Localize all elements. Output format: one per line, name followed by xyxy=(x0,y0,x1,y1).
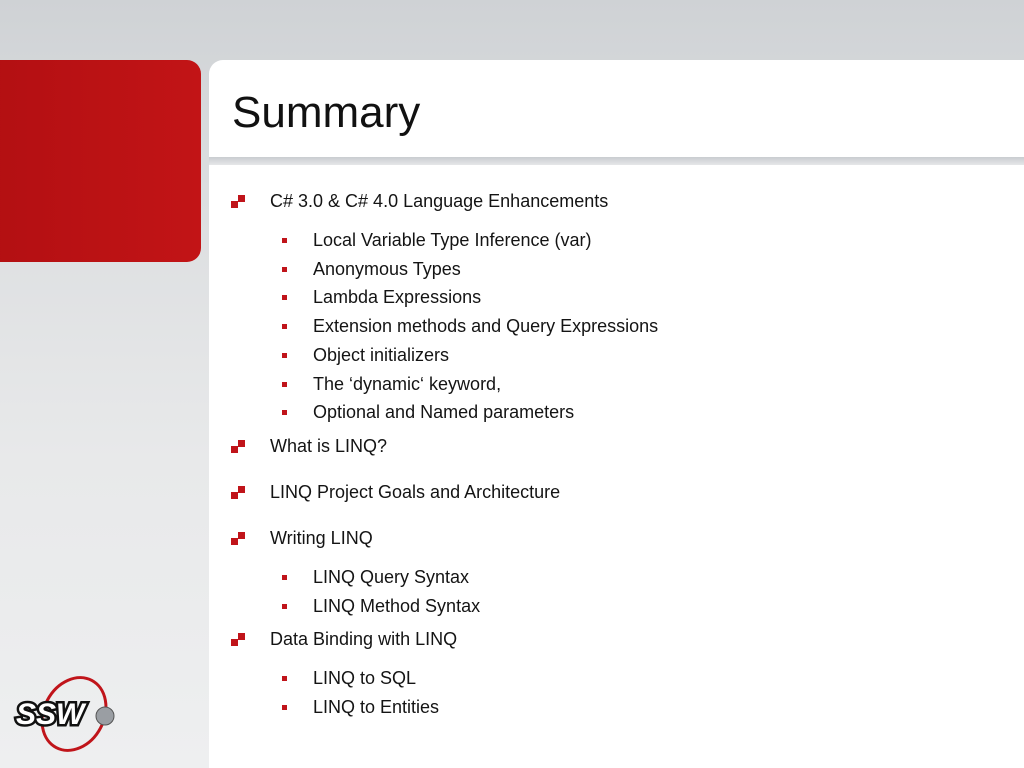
sub-bullet-label: Lambda Expressions xyxy=(313,287,482,308)
sub-bullet-item xyxy=(228,563,1008,592)
sub-bullet-label: Extension methods and Query Expressions xyxy=(313,316,659,337)
sub-bullet-item xyxy=(228,283,1008,312)
square-bullet-icon xyxy=(282,382,287,387)
red-squares-bullet-icon xyxy=(231,440,246,454)
square-bullet-icon xyxy=(282,267,287,272)
sub-bullet-list xyxy=(228,226,1008,427)
sub-bullet-label: Object initializers xyxy=(313,344,450,365)
sub-bullet-item xyxy=(228,693,1008,722)
bullet-label: What is LINQ? xyxy=(270,435,388,456)
red-squares-bullet-icon xyxy=(231,195,246,209)
bullet-label: C# 3.0 & C# 4.0 Language Enhancements xyxy=(270,191,609,211)
sub-bullet-label: LINQ to SQL xyxy=(313,668,417,689)
bullet-item xyxy=(228,188,1008,214)
bullet-item xyxy=(228,479,1008,505)
sub-bullet-item xyxy=(228,226,1008,255)
sub-bullet-label: Anonymous Types xyxy=(313,258,461,279)
square-bullet-icon xyxy=(282,575,287,580)
logo-ball xyxy=(96,707,114,725)
bullet-list xyxy=(228,188,1008,722)
square-bullet-icon xyxy=(282,410,287,415)
square-bullet-icon xyxy=(282,238,287,243)
sub-bullet-list xyxy=(228,563,1008,620)
square-bullet-icon xyxy=(282,324,287,329)
red-squares-bullet-icon xyxy=(231,633,246,647)
sub-bullet-item xyxy=(228,312,1008,341)
bullet-item xyxy=(228,433,1008,459)
sub-bullet-item xyxy=(228,664,1008,693)
red-squares-bullet-icon xyxy=(231,486,246,500)
sub-bullet-label: LINQ to Entities xyxy=(313,697,440,718)
sub-bullet-label: Optional and Named parameters xyxy=(313,402,575,423)
sub-bullet-list xyxy=(228,664,1008,721)
sub-bullet-item xyxy=(228,592,1008,621)
title-divider xyxy=(209,157,1024,165)
square-bullet-icon xyxy=(282,604,287,609)
sub-bullet-label: LINQ Method Syntax xyxy=(313,595,481,616)
bullet-label: Writing LINQ xyxy=(270,527,373,548)
square-bullet-icon xyxy=(282,676,287,681)
bullet-label: LINQ Project Goals and Architecture xyxy=(270,481,561,502)
square-bullet-icon xyxy=(282,353,287,358)
bullet-item xyxy=(228,525,1008,551)
bullet-label: Data Binding with LINQ xyxy=(270,629,458,650)
red-accent-block xyxy=(0,60,201,262)
sub-bullet-label: The ‘dynamic‘ keyword, xyxy=(313,373,502,394)
sub-bullet-item xyxy=(228,341,1008,370)
sub-bullet-item xyxy=(228,255,1008,284)
red-squares-bullet-icon xyxy=(231,532,246,546)
sub-bullet-label: LINQ Query Syntax xyxy=(313,566,470,587)
sub-bullet-item xyxy=(228,370,1008,399)
sub-bullet-label: Local Variable Type Inference (var) xyxy=(313,230,592,250)
slide-title: Summary xyxy=(232,88,421,137)
square-bullet-icon xyxy=(282,295,287,300)
sub-bullet-item xyxy=(228,398,1008,427)
ssw-logo xyxy=(12,672,122,758)
logo-text: SSW xyxy=(16,698,85,731)
bullet-item xyxy=(228,626,1008,652)
square-bullet-icon xyxy=(282,705,287,710)
